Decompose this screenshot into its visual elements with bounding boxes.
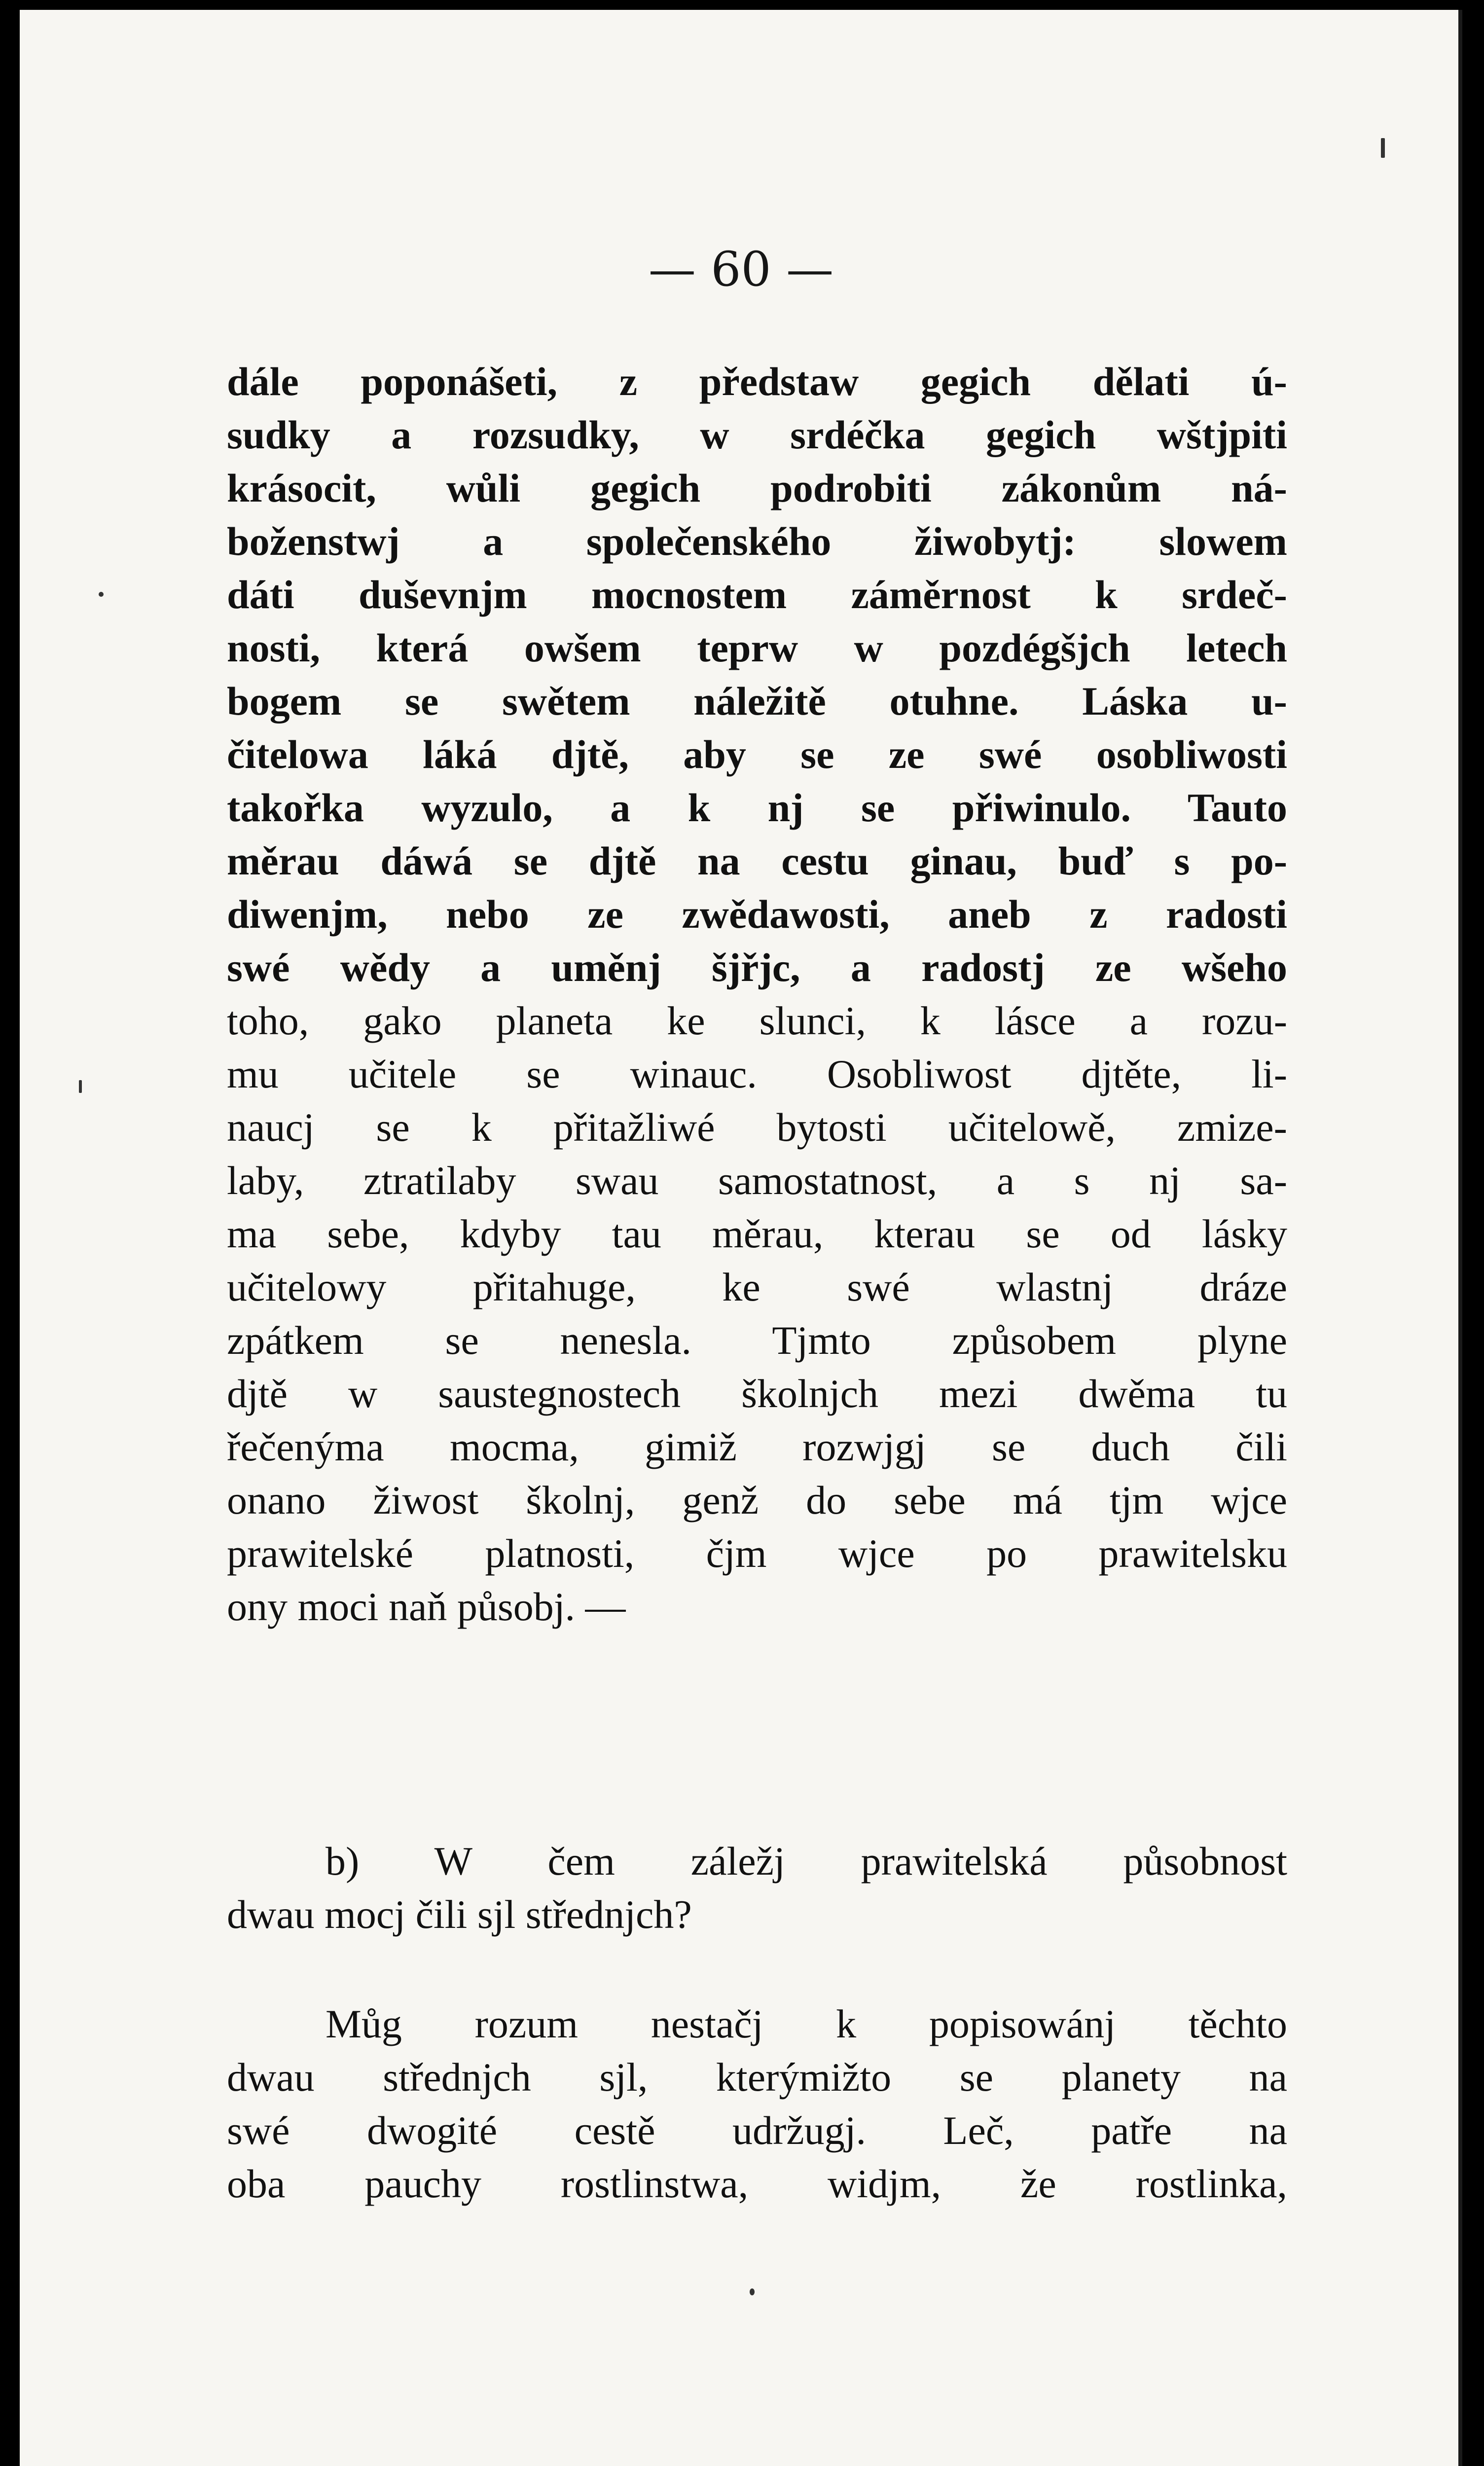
text-line: ma sebe, kdyby tau měrau, kterau se od lásky — [227, 1211, 1287, 1256]
book-page — [20, 10, 1462, 2466]
text-line: prawitelské platnosti, čjm wjce po prawitelsku — [227, 1531, 1287, 1576]
text-line: dále poponášeti, z předstaw gegich dělati ú- — [227, 359, 1287, 404]
heading-line: dwau mocj čili sjl střednjch? — [227, 1892, 692, 1937]
text-line: řečenýma mocma, gimiž rozwjgj se duch čili — [227, 1424, 1287, 1469]
paragraph-2 — [227, 1997, 1287, 2211]
text-line: toho, gako planeta ke slunci, k lásce a rozu- — [227, 998, 1287, 1043]
page-number: — 60 — — [648, 242, 834, 297]
text-line: zpátkem se nenesla. Tjmto způsobem plyne — [227, 1318, 1287, 1363]
text-line: učitelowy přitahuge, ke swé wlastnj dráze — [227, 1265, 1287, 1309]
print-speck — [1381, 138, 1385, 158]
text-line: swé dwogité cestě udržugj. Leč, patře na — [227, 2108, 1287, 2153]
paragraph-1 — [227, 355, 1287, 1633]
text-line: bogem se swětem náležitě otuhne. Láska u- — [227, 679, 1287, 724]
text-line: krásocit, wůli gegich podrobiti zákonům ná- — [227, 466, 1287, 510]
text-line: oba pauchy rostlinstwa, widjm, že rostlinka, — [227, 2161, 1287, 2206]
text-line: djtě w saustegnostech školnjch mezi dwěma tu — [227, 1371, 1287, 1416]
text-line: měrau dáwá se djtě na cestu ginau, buď s po- — [227, 838, 1287, 883]
text-line: boženstwj a společenského žiwobytj: slowem — [227, 519, 1287, 564]
text-line: sudky a rozsudky, w srdéčka gegich wštjpiti — [227, 412, 1287, 457]
print-speck — [750, 2288, 755, 2295]
text-line: ony moci naň působj. — — [227, 1584, 626, 1629]
text-line: naucj se k přitažliwé bytosti učitelowě, zmize- — [227, 1105, 1287, 1150]
text-line: onano žiwost školnj, genž do sebe má tjm wjce — [227, 1478, 1287, 1523]
text-line: dáti duševnjm mocnostem záměrnost k srdeč- — [227, 572, 1287, 617]
print-speck — [79, 1080, 82, 1093]
text-line: swé wědy a uměnj šjřjc, a radostj ze wšeho — [227, 945, 1287, 990]
text-line: nosti, která owšem teprw w pozdégšjch letech — [227, 625, 1287, 670]
page-edge-shadow — [1458, 10, 1462, 2466]
text-line: dwau střednjch sjl, kterýmižto se planety na — [227, 2055, 1287, 2100]
text-line: mu učitele se winauc. Osobliwost djtěte, li- — [227, 1052, 1287, 1096]
text-line: diwenjm, nebo ze zwědawosti, aneb z radosti — [227, 892, 1287, 937]
section-heading — [227, 1835, 1287, 1941]
print-speck — [99, 592, 104, 597]
heading-line: b) W čem záležj prawitelská působnost — [326, 1839, 1287, 1884]
text-line: Můg rozum nestačj k popisowánj těchto — [326, 2001, 1287, 2046]
text-line: čitelowa láká djtě, aby se ze swé osobliwosti — [227, 732, 1287, 777]
text-line: takořka wyzulo, a k nj se přiwinulo. Tauto — [227, 785, 1287, 830]
text-line: laby, ztratilaby swau samostatnost, a s nj sa- — [227, 1158, 1287, 1203]
